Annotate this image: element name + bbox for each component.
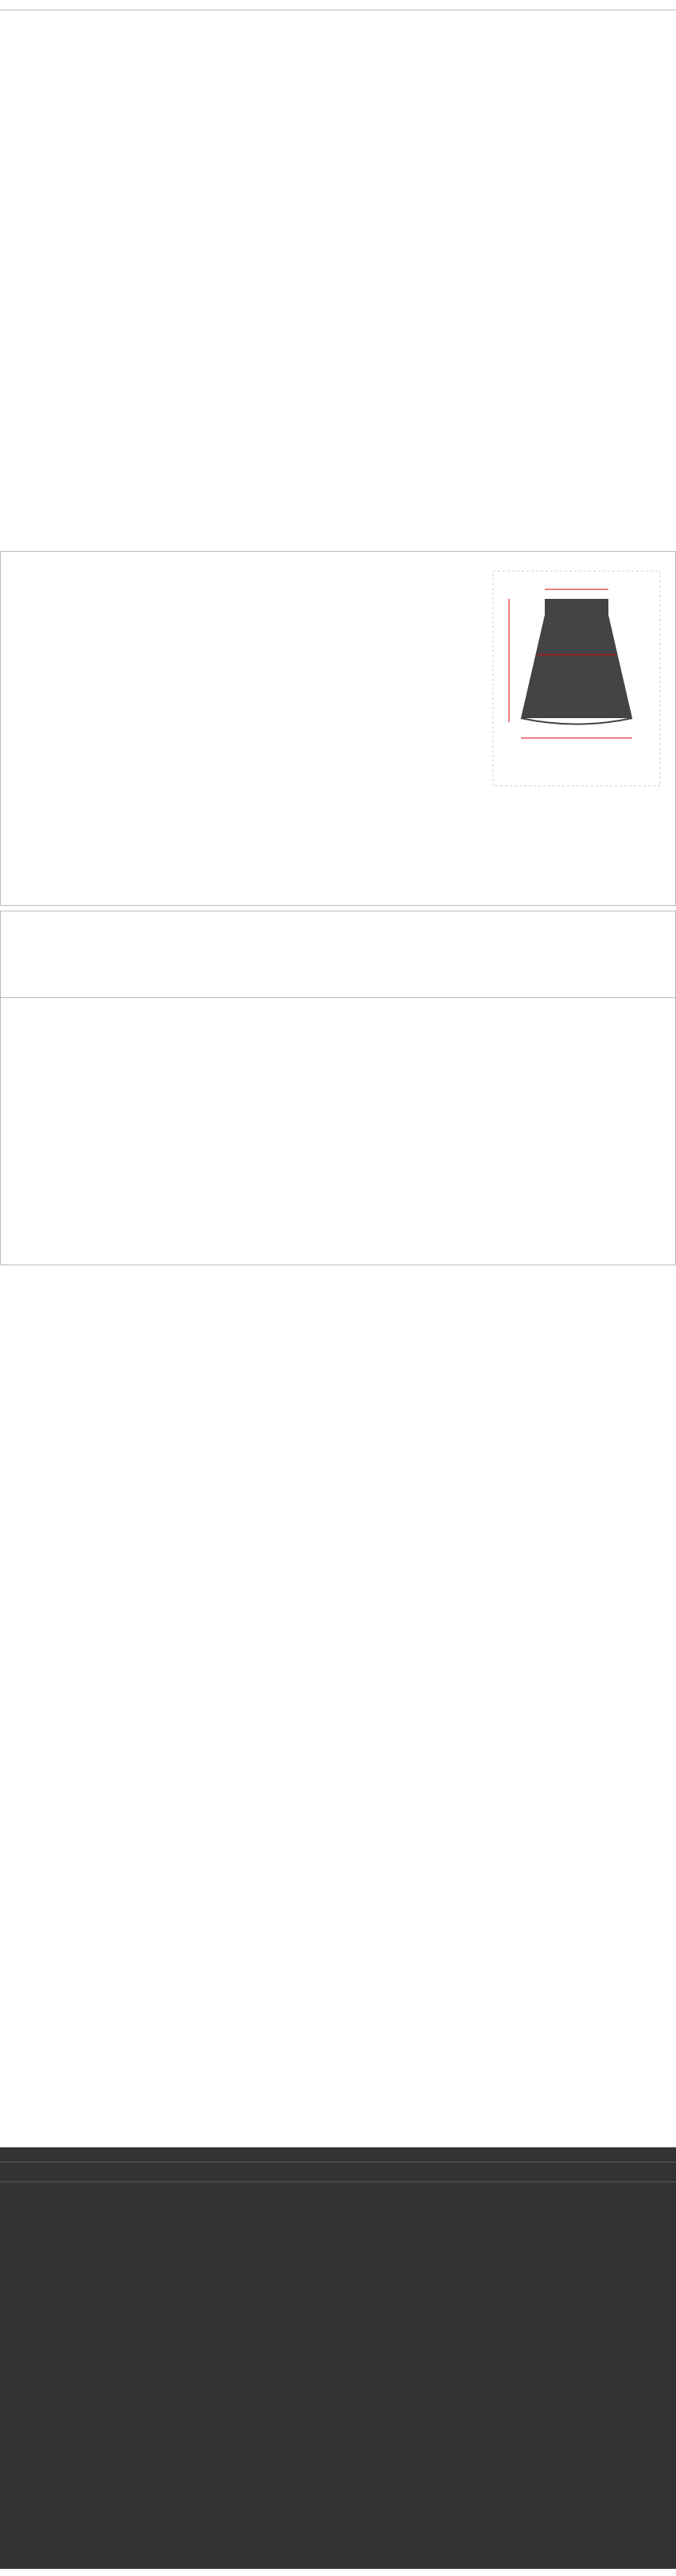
- skirt-diagram-icon: [485, 559, 668, 798]
- notes-section: [0, 2147, 676, 2569]
- washing-title-zh: [10, 924, 666, 926]
- washing-instructions: [0, 998, 676, 1265]
- washing-section: [0, 911, 676, 1265]
- fitting-section: [0, 1272, 676, 1279]
- basic-info-section: [0, 551, 676, 906]
- skirt-diagram: [485, 559, 668, 898]
- basic-info-grid: [95, 551, 477, 906]
- washing-title: [0, 911, 676, 998]
- size-chart-section: [0, 6, 676, 20]
- product-info-lines: [0, 10, 676, 15]
